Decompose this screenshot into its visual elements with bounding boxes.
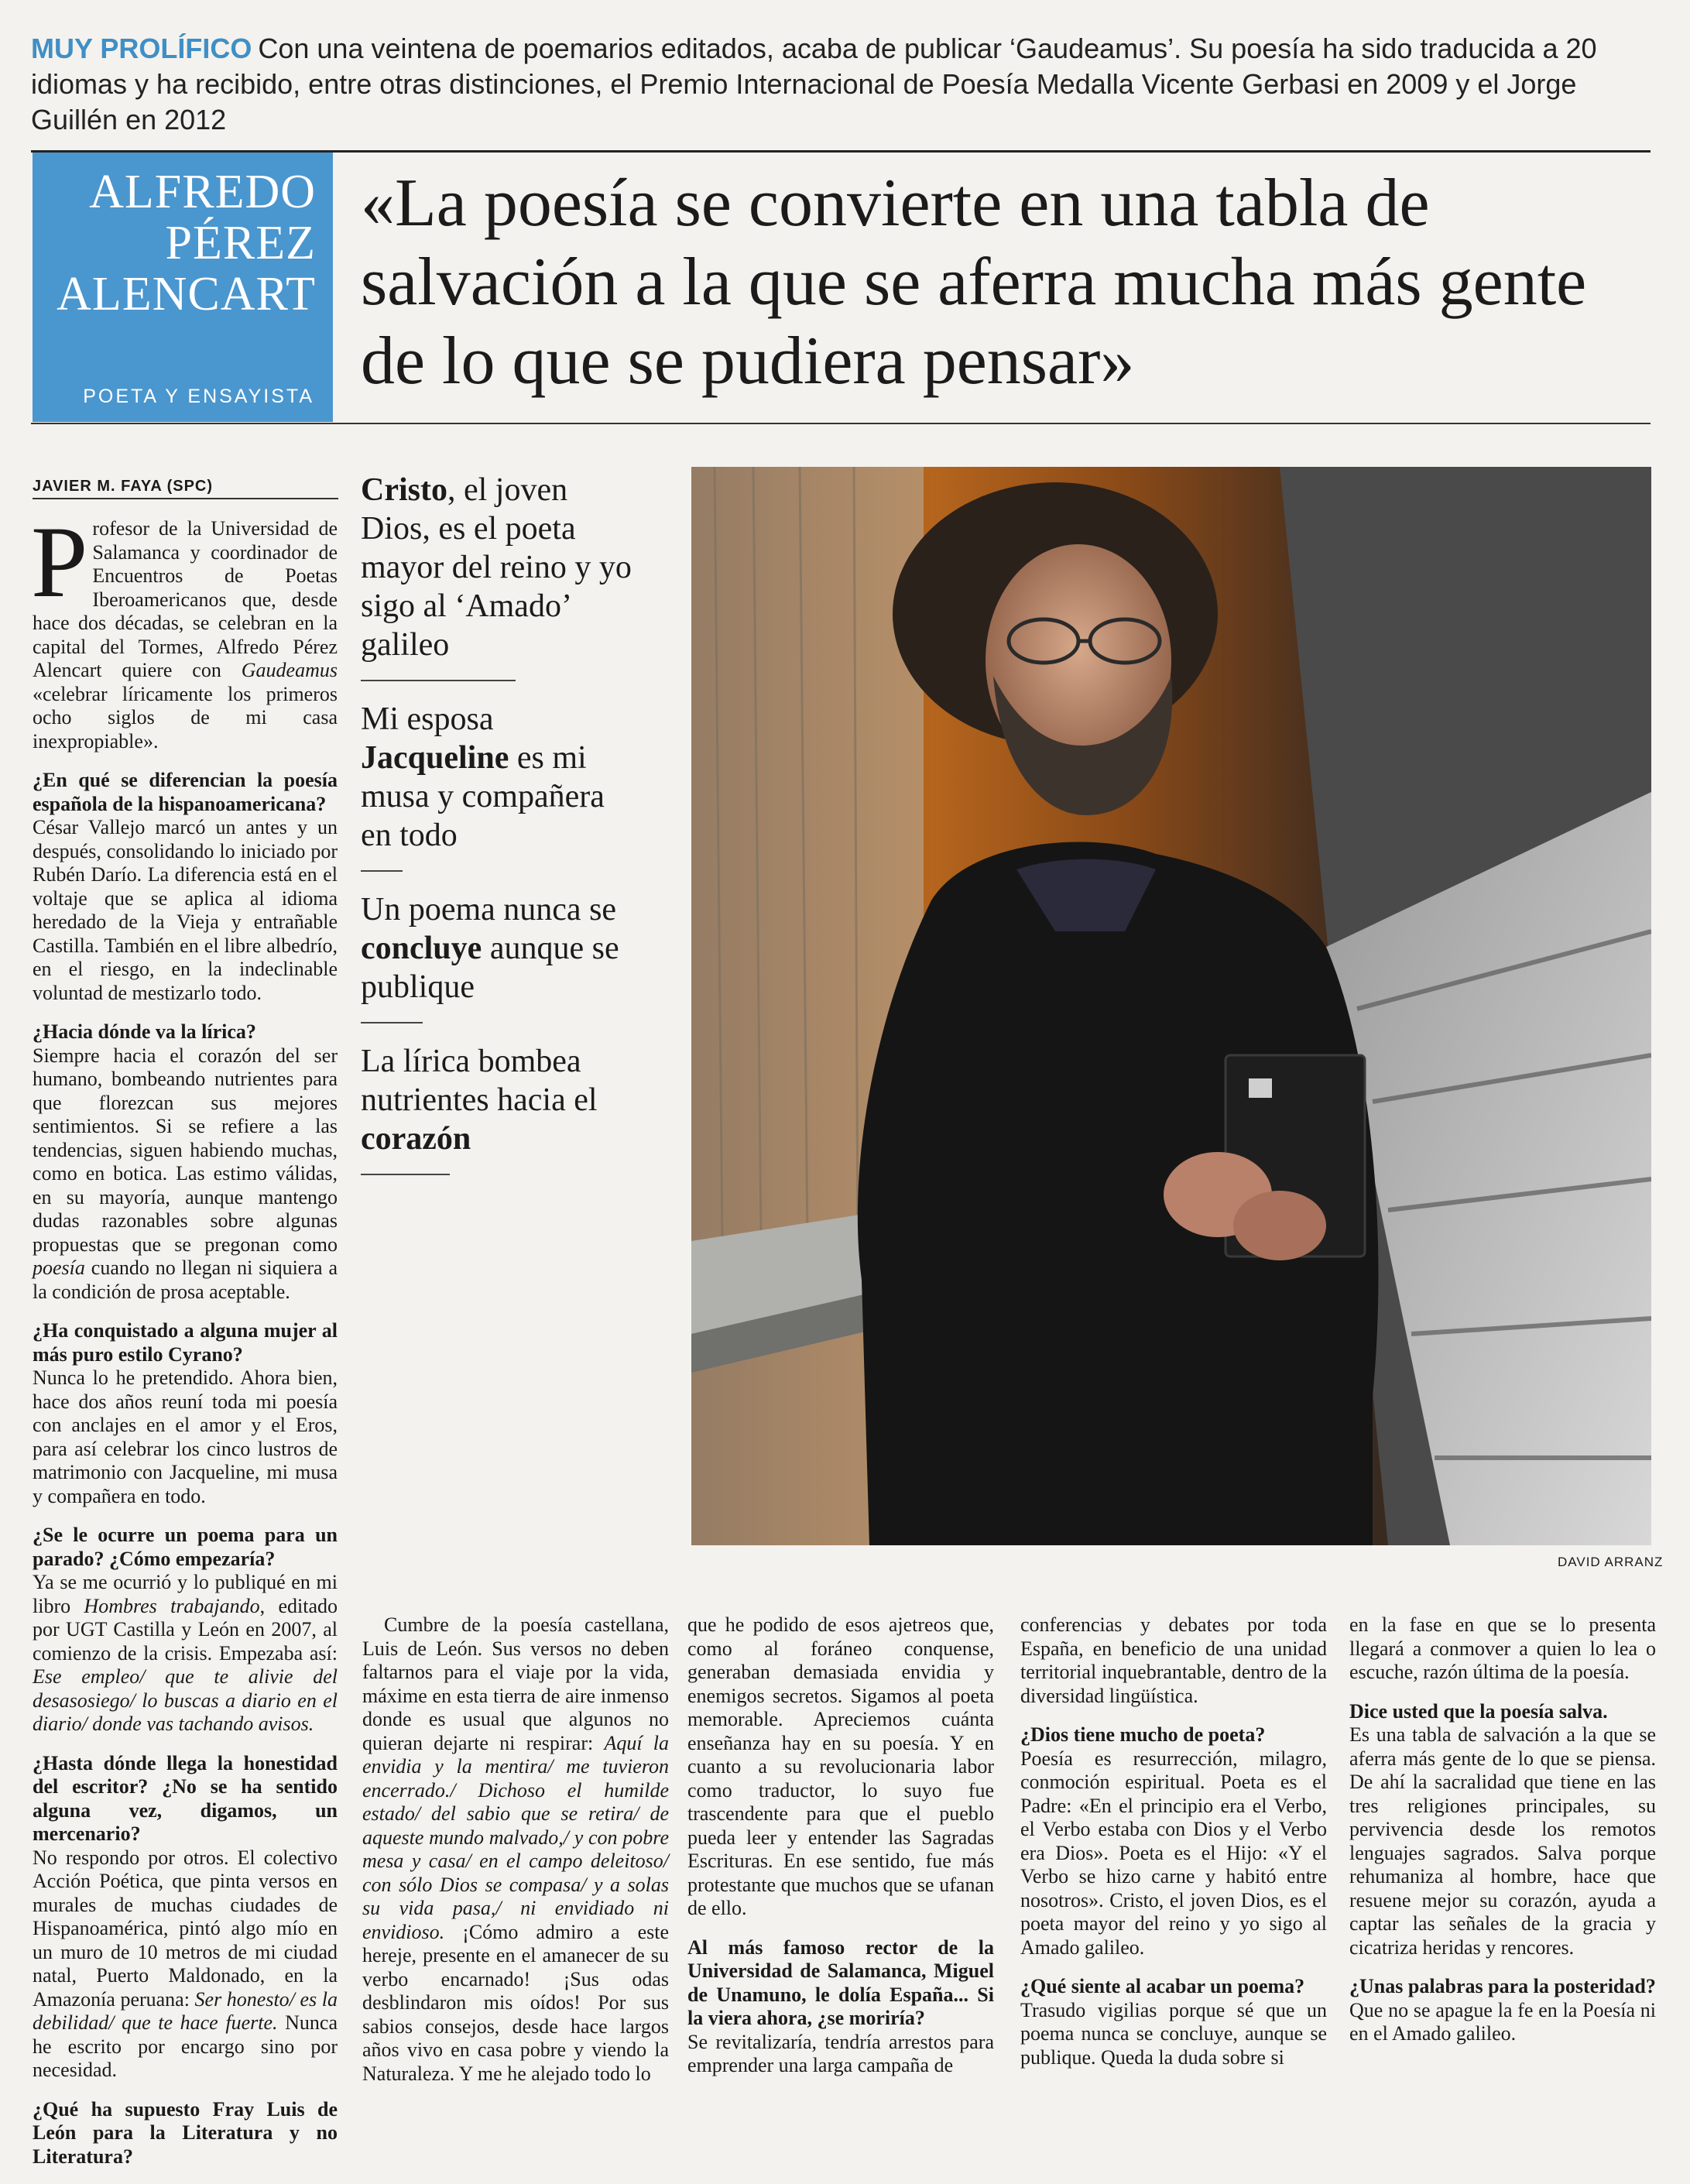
top-strip bbox=[31, 31, 1664, 138]
answer: , editado por UGT Castilla y León en 2007, al comienzo de la crisis. Empezaba así: bbox=[33, 1594, 338, 1665]
pull-quote-text: , el joven Dios, es el poeta mayor del reino y yo sigo al ‘Amado’ galileo bbox=[361, 472, 632, 663]
pull-quote-rule bbox=[361, 680, 516, 681]
qa-block bbox=[33, 1319, 338, 1508]
qa-block bbox=[33, 2098, 338, 2169]
qa-block bbox=[1349, 1975, 1656, 2046]
answer: Se revitalizaría, tendría arrestos para emprender una larga campaña de bbox=[687, 2030, 994, 2076]
qa-block bbox=[33, 1752, 338, 2083]
pull-quote-bold: Cristo bbox=[361, 472, 447, 508]
qa-block bbox=[1349, 1700, 1656, 1960]
pull-quote-rule bbox=[361, 1022, 423, 1023]
book-title: Hombres trabajando bbox=[84, 1594, 260, 1617]
top-strip-text: Con una veintena de poemarios editados, acaba de publicar ‘Gaudeamus’. Su poesía ha sido traducida a 20 idiomas y ha recibido, entre otras distinciones, el Premio Internacional de Poesía Medalla Vicente Gerbasi en 2009 y el Jorge Guillén en 2012 bbox=[31, 33, 1597, 135]
question: ¿Unas palabras para la posteridad? bbox=[1349, 1975, 1656, 1997]
qa-block bbox=[33, 1020, 338, 1304]
question: Dice usted que la poesía salva. bbox=[1349, 1699, 1608, 1723]
qa-block bbox=[33, 1524, 338, 1737]
answer: César Vallejo marcó un antes y un después, consolidando lo iniciado por Rubén Darío. La diferencia está en el voltaje que se aplica al idioma heredado de la Vieja y entrañable Castilla. También en el libre albedrío, en el riesgo, en la indeclinable voluntad de mestizarlo todo. bbox=[33, 816, 338, 1004]
pull-quote-text: Un poema nunca se bbox=[361, 892, 617, 927]
byline-rule bbox=[33, 498, 338, 499]
pull-quotes bbox=[361, 471, 639, 1194]
author-name-line: PÉREZ bbox=[165, 217, 316, 269]
answer-paragraph bbox=[687, 1613, 994, 1921]
question: ¿Se le ocurre un poema para un parado? ¿Cómo empezaría? bbox=[33, 1524, 338, 1570]
photo-credit: DAVID ARRANZ bbox=[1558, 1555, 1664, 1569]
portrait-photo bbox=[691, 467, 1651, 1545]
author-name-line: ALFREDO bbox=[89, 166, 316, 218]
answer: No respondo por otros. El colectivo Acción Poética, que pinta versos en murales de muchas ciudades de Hispanoamérica, pintó algo mío en un muro de 10 metros de mi ciudad natal, Puerto Maldonado, en la Amazonía peruana: bbox=[33, 1846, 338, 2011]
pull-quote-rule bbox=[361, 1174, 450, 1175]
intro-text: «celebrar líricamente los primeros ocho siglos de mi casa inexpropiable». bbox=[33, 682, 338, 753]
answer: Ya se me ocurrió y lo publiqué en mi libro bbox=[33, 1571, 338, 1617]
answer: Trasudo vigilias porque sé que un poema nunca se concluye, aunque se publique. Queda la duda sobre si bbox=[1020, 1998, 1327, 2069]
column-3 bbox=[687, 1613, 994, 2093]
author-name bbox=[37, 166, 316, 320]
qa-block bbox=[1020, 1975, 1327, 2069]
answer: Que no se apague la fe en la Poesía ni en el Amado galileo. bbox=[1349, 1998, 1656, 2045]
answer: Nunca lo he pretendido. Ahora bien, hace dos años reuní toda mi poesía con anclajes en el amor y el Eros, para así celebrar los cinco lustros de matrimonio con Jacqueline, mi musa y compañera en todo. bbox=[33, 1366, 338, 1507]
question: ¿En qué se diferencian la poesía española de la hispanoamericana? bbox=[33, 769, 338, 815]
book-title: Gaudeamus bbox=[241, 659, 338, 681]
column-5 bbox=[1349, 1613, 1656, 2062]
answer-paragraph bbox=[1349, 1613, 1656, 1685]
answer: conferencias y debates por toda España, en beneficio de una unidad territorial inquebrantable, dentro de la diversidad lingüística. bbox=[1020, 1613, 1327, 1707]
intro-paragraph bbox=[31, 505, 338, 753]
pull-quote-bold: Jacqueline bbox=[361, 740, 509, 776]
question: ¿Hasta dónde llega la honestidad del escritor? ¿No se ha sentido alguna vez, digamos, un mercenario? bbox=[33, 1751, 338, 1845]
answer-paragraph bbox=[1020, 1613, 1327, 1708]
column-2 bbox=[362, 1613, 669, 2101]
intro-text: rofesor de la Universidad de Salamanca y coordinador de Encuentros de Poetas Iberoamericanos que, desde hace dos décadas, se celebran en la capital del Tormes, Alfredo Pérez Alencart quiere con bbox=[33, 517, 338, 681]
pull-quote-text: Mi esposa bbox=[361, 701, 494, 737]
answer: Nunca he escrito por encargo sino por necesidad. bbox=[33, 2011, 338, 2081]
qa-block bbox=[687, 1936, 994, 2078]
byline: JAVIER M. FAYA (SPC) bbox=[33, 478, 214, 495]
answer: ¡Cómo admiro a este hereje, presente en el amanecer de su verbo encarnado! ¡Sus odas desblindaron mis oídos! Por sus sabios consejos, desde hace largos años vivo en casa pobre y viendo la Naturaleza. Y me he alejado todo lo bbox=[362, 1920, 669, 2085]
author-role: POETA Y ENSAYISTA bbox=[83, 386, 314, 407]
pull-quote-text: es mi musa y compañera en todo bbox=[361, 740, 605, 853]
question: ¿Qué ha supuesto Fray Luis de León para la Literatura y no Literatura? bbox=[33, 2097, 338, 2168]
answer: Siempre hacia el corazón del ser humano, bombeando nutrientes para que florezcan sus mejores sentimientos. Si se refiere a las tendencias, siguen habiendo muchas, como en botica. Las estimo válidas, en su mayoría, aunque mantengo dudas razonables sobre algunas propuestas que se pregonan como bbox=[33, 1044, 338, 1256]
pull-quote bbox=[361, 471, 639, 664]
poem-excerpt: Aquí la envidia y la mentira/ me tuvieron encerrado./ Dichoso el humilde estado/ del sabio que se retira/ de aqueste mundo malvado,/ y con pobre mesa y casa/ en el campo deleitoso/ con sólo Dios se compasa/ y a solas su vida pasa,/ ni envidiado ni envidioso. bbox=[362, 1731, 669, 1943]
column-1 bbox=[31, 505, 338, 2184]
question: ¿Hacia dónde va la lírica? bbox=[33, 1020, 256, 1043]
pull-quote bbox=[361, 890, 639, 1006]
qa-block bbox=[33, 769, 338, 1005]
question: Al más famoso rector de la Universidad de Salamanca, Miguel de Unamuno, le dolía España... Si la viera ahora, ¿se moriría? bbox=[687, 1935, 994, 2029]
answer: Poesía es resurrección, milagro, conmoción espiritual. Poeta es el Padre: «En el principio era el Verbo, el Verbo estaba con Dios y el Verbo era Dios». Poeta es el Hijo: «Y el Verbo se hizo carne y habitó entre nosotros». Cristo, el joven Dios, es el poeta mayor del reino y yo sigo al Amado galileo. bbox=[1020, 1747, 1327, 1959]
poem-excerpt: Ese empleo/ que te alivie del desasosiego/ lo buscas a diario en el diario/ donde vas tachando avisos. bbox=[33, 1665, 338, 1735]
pull-quote-bold: concluye bbox=[361, 931, 482, 966]
answer-paragraph bbox=[362, 1613, 669, 2086]
author-box bbox=[33, 153, 333, 422]
pull-quote-bold: corazón bbox=[361, 1121, 471, 1157]
headline: «La poesía se convierte en una tabla de salvación a la que se aferra mucha más gente de lo que se pudiera pensar» bbox=[361, 166, 1587, 399]
question: ¿Dios tiene mucho de poeta? bbox=[1020, 1723, 1266, 1746]
portrait-photo-illustration bbox=[691, 467, 1651, 1545]
pull-quote-rule bbox=[361, 870, 403, 872]
qa-block bbox=[1020, 1723, 1327, 1959]
answer-italic: poesía bbox=[33, 1257, 85, 1279]
answer: que he podido de esos ajetreos que, como al foráneo conquense, generaban demasiada envidia y enemigos secretos. Sigamos al poeta memorable. Apreciemos cuánta enseñanza hay en su poesía. Y en cuanto a su revolucionaria labor como traductor, lo suyo fue trascendente para que el pueblo pueda leer y entender las Sagradas Escrituras. En ese sentido, fue más protestante que muchos que se ufanan de ello. bbox=[687, 1613, 994, 1919]
answer: Cumbre de la poesía castellana, Luis de León. Sus versos no deben faltarnos para el viaje por la vida, máxime en esta tierra de aire inmenso donde es usual que algunos no quieran dejarte ni respirar: bbox=[362, 1613, 669, 1754]
poem-excerpt: Ser honesto/ es la debilidad/ que te hace fuerte. bbox=[33, 1987, 338, 2034]
column-4 bbox=[1020, 1613, 1327, 2085]
answer: en la fase en que se lo presenta llegará a conmover a quien lo lea o escuche, razón última de la poesía. bbox=[1349, 1613, 1656, 1683]
author-name-line: ALENCART bbox=[57, 268, 316, 321]
answer: cuando no llegan ni siquiera a la condición de prosa aceptable. bbox=[33, 1257, 338, 1303]
question: ¿Qué siente al acabar un poema? bbox=[1020, 1975, 1305, 1997]
pull-quote bbox=[361, 1042, 639, 1158]
kicker: MUY PROLÍFICO bbox=[31, 33, 252, 64]
headline-rule bbox=[31, 423, 1651, 424]
pull-quote-text: La lírica bombea nutrientes hacia el bbox=[361, 1044, 598, 1118]
drop-cap: P bbox=[31, 505, 88, 619]
pull-quote bbox=[361, 700, 639, 855]
question: ¿Ha conquistado a alguna mujer al más puro estilo Cyrano? bbox=[33, 1319, 338, 1366]
answer: Es una tabla de salvación a la que se aferra más gente de lo que se piensa. De ahí la sacralidad que tiene en las tres religiones principales, su pervivencia desde los remotos lenguajes sagrados. Salva porque rehumaniza al hombre, hace que resuene mejor su corazón, ayuda a captar las señales de la gracia y cicatriza heridas y rencores. bbox=[1349, 1723, 1656, 1959]
pull-quote-text: aunque se publique bbox=[361, 931, 619, 1005]
